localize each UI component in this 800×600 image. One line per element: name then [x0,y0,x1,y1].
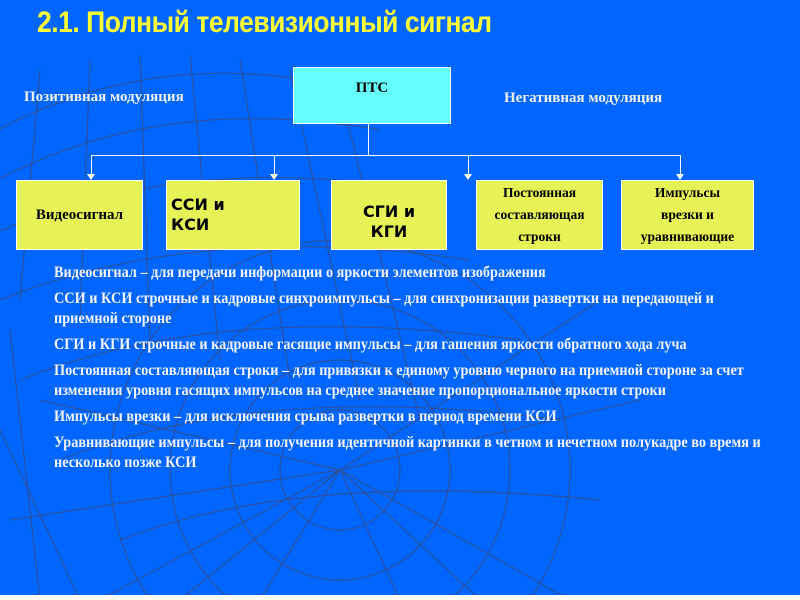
bottom-edge [0,595,800,600]
root-node-label: ПТС [355,80,389,96]
positive-modulation-label: Позитивная модуляция [24,89,184,105]
description-item: СГИ и КГИ строчные и кадровые гасящие импульсы – для гашения яркости обратного хода луча [54,336,687,353]
child-node-pulses [621,180,754,250]
child-node-label: СГИ и КГИ [362,202,416,241]
description-item: Импульсы врезки – для исключения срыва развертки в период времени КСИ [54,408,557,425]
child-node-dc-component [476,180,603,250]
child-node-label: Импульсы врезки и уравнивающие [640,185,735,244]
connector-bus [91,155,681,156]
description-item: Уравнивающие импульсы – для получения идентичной картинки в четном и нечетном полукадре во время и несколько позже КСИ [54,434,761,471]
child-node-videosignal [16,180,143,250]
connector-drop-3 [468,155,469,175]
connector-trunk [368,124,369,155]
child-node-label: ССИ и КСИ [171,195,225,234]
connector-drop-4 [680,155,681,175]
description-item: Видеосигнал – для передачи информации о яркости элементов изображения [54,264,546,281]
child-node-label: Постоянная составляющая строки [494,185,585,244]
description-item: ССИ и КСИ строчные и кадровые синхроимпульсы – для синхронизации развертки на передающей и приемной стороне [54,290,714,327]
root-node-pts [293,67,451,124]
child-node-label: Видеосигнал [35,207,124,223]
description-item: Постоянная составляющая строки – для привязки к единому уровню черного на приемной стороне за счет изменения уровня гасящих импульсов на среднее значение пропорциональное яркости строки [54,362,744,399]
arrow-down-icon [464,174,472,180]
descriptions-list [54,263,774,479]
connector-drop-2 [274,155,275,175]
child-node-sgi-kgi [331,180,447,250]
connector-drop-1 [91,155,92,175]
slide-title: 2.1. Полный телевизионный сигнал [37,6,492,39]
child-node-ssi-ksi [166,180,300,250]
negative-modulation-label: Негативная модуляция [504,90,663,106]
